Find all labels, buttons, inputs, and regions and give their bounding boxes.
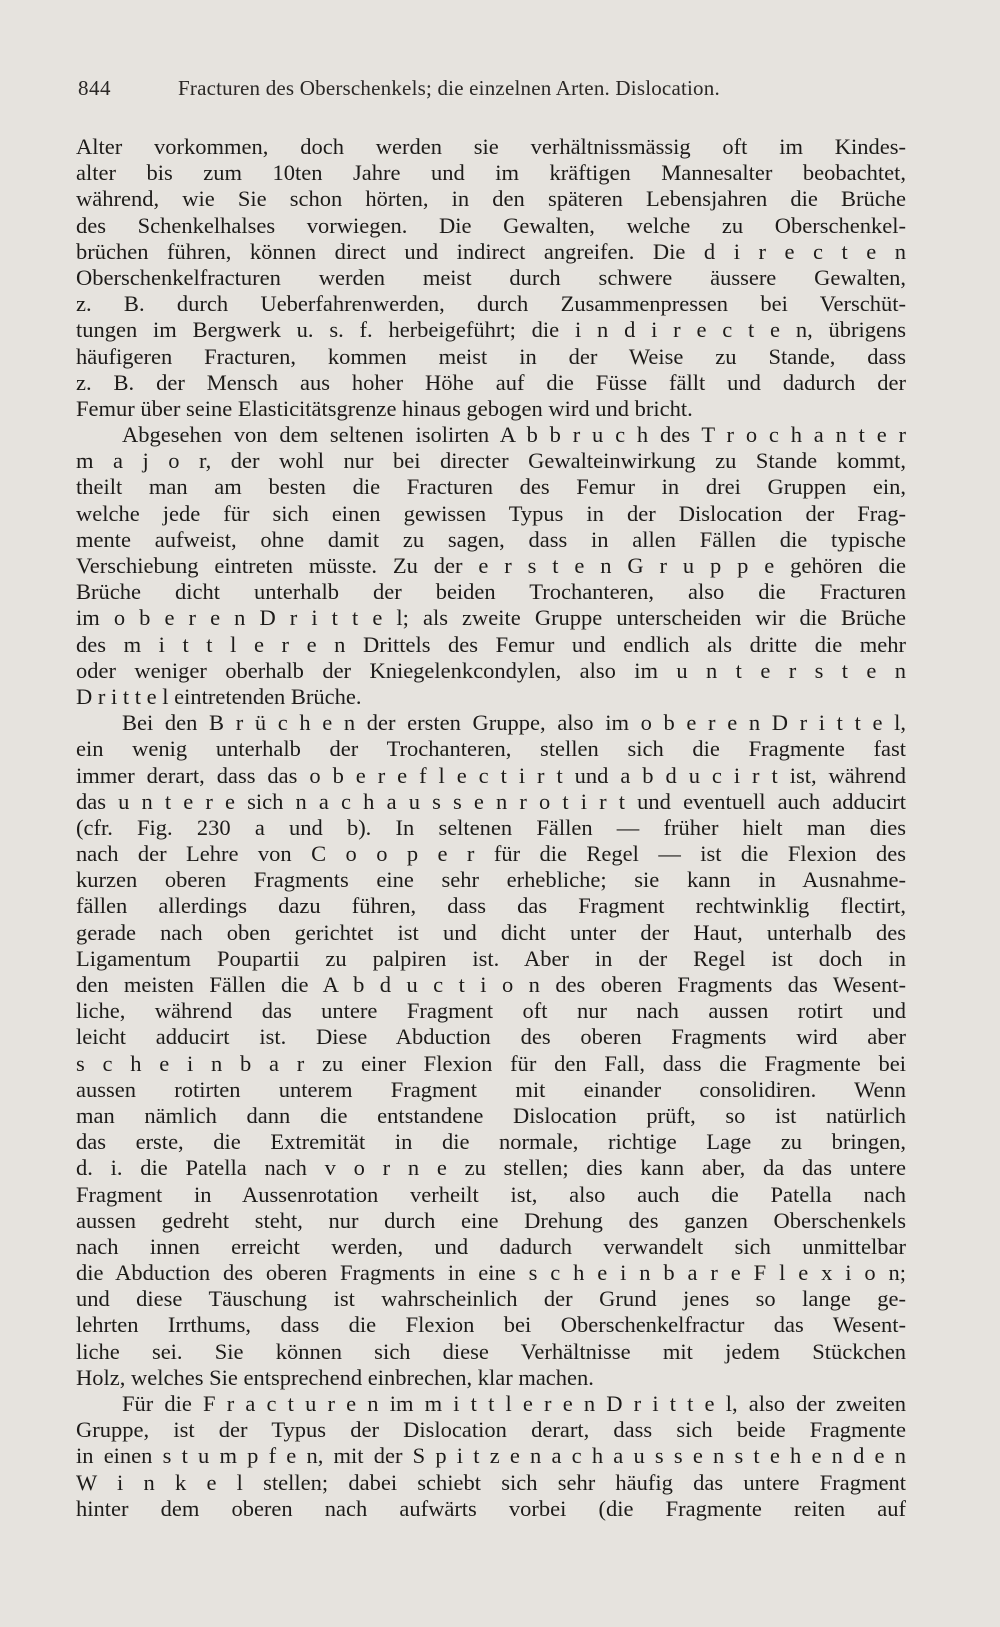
text-line: nach der Lehre von C o o p e r für die Regel — ist die Flexion des — [76, 841, 906, 867]
text-line: im o b e r e n D r i t t e l; als zweite Gruppe unterscheiden wir die Brüche — [76, 605, 906, 631]
text-line: Alter vorkommen, doch werden sie verhältnissmässig oft im Kindes- — [76, 134, 906, 159]
text-line: das u n t e r e sich n a c h a u s s e n r o t i r t und eventuell auch adducirt — [76, 788, 906, 814]
text-line: liche, während das untere Fragment oft nur nach aussen rotirt und — [76, 998, 906, 1024]
text-line: ein wenig unterhalb der Trochanteren, stellen sich die Fragmente fast — [76, 736, 906, 762]
text-line: fällen allerdings dazu führen, dass das Fragment rechtwinklig flectirt, — [76, 893, 906, 919]
body-text — [76, 134, 906, 1522]
text-line: die Abduction des oberen Fragments in eine s c h e i n b a r e F l e x i o n; — [76, 1260, 906, 1286]
text-line: Fragment in Aussenrotation verheilt ist, also auch die Patella nach — [76, 1181, 906, 1207]
page-number: 844 — [78, 76, 111, 100]
text-line: man nämlich dann die entstandene Dislocation prüft, so ist natürlich — [76, 1102, 906, 1128]
text-line: hinter dem oberen nach aufwärts vorbei (die Fragmente reiten auf — [76, 1495, 906, 1521]
text-line: Verschiebung eintreten müsste. Zu der e r s t e n G r u p p e gehören die — [76, 553, 906, 578]
text-line: mente aufweist, ohne damit zu sagen, dass in allen Fällen die typische — [76, 526, 906, 552]
text-line: tungen im Bergwerk u. s. f. herbeigeführt; die i n d i r e c t e n, übrigens — [76, 317, 906, 343]
running-head — [78, 76, 900, 106]
text-line: m a j o r, der wohl nur bei directer Gewalteinwirkung zu Stande kommt, — [76, 448, 906, 474]
text-line: d. i. die Patella nach v o r n e zu stellen; dies kann aber, da das untere — [76, 1155, 906, 1181]
text-line: Femur über seine Elasticitätsgrenze hinaus gebogen wird und bricht. — [76, 395, 693, 421]
text-line: D r i t t e l eintretenden Brüche. — [76, 683, 362, 709]
text-line: Abgesehen von dem seltenen isolirten A b b r u c h des T r o c h a n t e r — [122, 422, 906, 448]
text-line: des Schenkelhalses vorwiegen. Die Gewalten, welche zu Oberschenkel- — [76, 212, 906, 238]
text-line: Ligamentum Poupartii zu palpiren ist. Aber in der Regel ist doch in — [76, 945, 906, 971]
text-line: häufigeren Fracturen, kommen meist in der Weise zu Stande, dass — [76, 343, 906, 369]
text-line: z. B. der Mensch aus hoher Höhe auf die Füsse fällt und dadurch der — [76, 369, 906, 395]
text-line: in einen s t u m p f e n, mit der S p i t z e n a c h a u s s e n s t e h e n d e n — [76, 1443, 906, 1469]
text-line: gerade nach oben gerichtet ist und dicht unter der Haut, unterhalb des — [76, 919, 906, 945]
text-line: s c h e i n b a r zu einer Flexion für den Fall, dass die Fragmente bei — [76, 1050, 906, 1076]
text-line: während, wie Sie schon hörten, in den späteren Lebensjahren die Brüche — [76, 186, 906, 212]
text-line: theilt man am besten die Fracturen des Femur in drei Gruppen ein, — [76, 474, 906, 500]
text-line: lehrten Irrthums, dass die Flexion bei Oberschenkelfractur das Wesent- — [76, 1312, 906, 1338]
text-line: (cfr. Fig. 230 a und b). In seltenen Fällen — früher hielt man dies — [76, 814, 906, 840]
text-line: Oberschenkelfracturen werden meist durch schwere äussere Gewalten, — [76, 264, 906, 290]
text-line: den meisten Fällen die A b d u c t i o n des oberen Fragments das Wesent- — [76, 972, 906, 997]
text-line: z. B. durch Ueberfahrenwerden, durch Zusammenpressen bei Verschüt- — [76, 291, 906, 317]
text-line: Gruppe, ist der Typus der Dislocation derart, dass sich beide Fragmente — [76, 1417, 906, 1443]
running-title: Fracturen des Oberschenkels; die einzelnen Arten. Dislocation. — [178, 76, 720, 100]
text-line: liche sei. Sie können sich diese Verhältnisse mit jedem Stückchen — [76, 1338, 906, 1364]
text-line: nach innen erreicht werden, und dadurch verwandelt sich unmittelbar — [76, 1233, 906, 1259]
text-line: Holz, welches Sie entsprechend einbrechen, klar machen. — [76, 1364, 594, 1390]
text-line: Für die F r a c t u r e n im m i t t l e r e n D r i t t e l, also der zweiten — [122, 1391, 906, 1416]
text-line: aussen rotirten unterem Fragment mit einander consolidiren. Wenn — [76, 1076, 906, 1102]
text-line: oder weniger oberhalb der Kniegelenkcondylen, also im u n t e r s t e n — [76, 657, 906, 683]
text-line: leicht adducirt ist. Diese Abduction des oberen Fragments wird aber — [76, 1024, 906, 1050]
text-line: W i n k e l stellen; dabei schiebt sich sehr häufig das untere Fragment — [76, 1469, 906, 1495]
text-line: Bei den B r ü c h e n der ersten Gruppe, also im o b e r e n D r i t t e l, — [122, 710, 906, 736]
text-line: des m i t t l e r e n Drittels des Femur und endlich als dritte die mehr — [76, 631, 906, 657]
text-line: welche jede für sich einen gewissen Typus in der Dislocation der Frag- — [76, 500, 906, 526]
text-line: alter bis zum 10ten Jahre und im kräftigen Mannesalter beobachtet, — [76, 160, 906, 186]
text-line: Brüche dicht unterhalb der beiden Trochanteren, also die Fracturen — [76, 579, 906, 605]
text-line: das erste, die Extremität in die normale, richtige Lage zu bringen, — [76, 1129, 906, 1155]
text-line: immer derart, dass das o b e r e f l e c t i r t und a b d u c i r t ist, während — [76, 762, 906, 788]
text-line: und diese Täuschung ist wahrscheinlich der Grund jenes so lange ge- — [76, 1286, 906, 1312]
text-line: aussen gedreht steht, nur durch eine Drehung des ganzen Oberschenkels — [76, 1207, 906, 1233]
text-line: brüchen führen, können direct und indirect angreifen. Die d i r e c t e n — [76, 238, 906, 264]
text-line: kurzen oberen Fragments eine sehr erhebliche; sie kann in Ausnahme- — [76, 867, 906, 893]
